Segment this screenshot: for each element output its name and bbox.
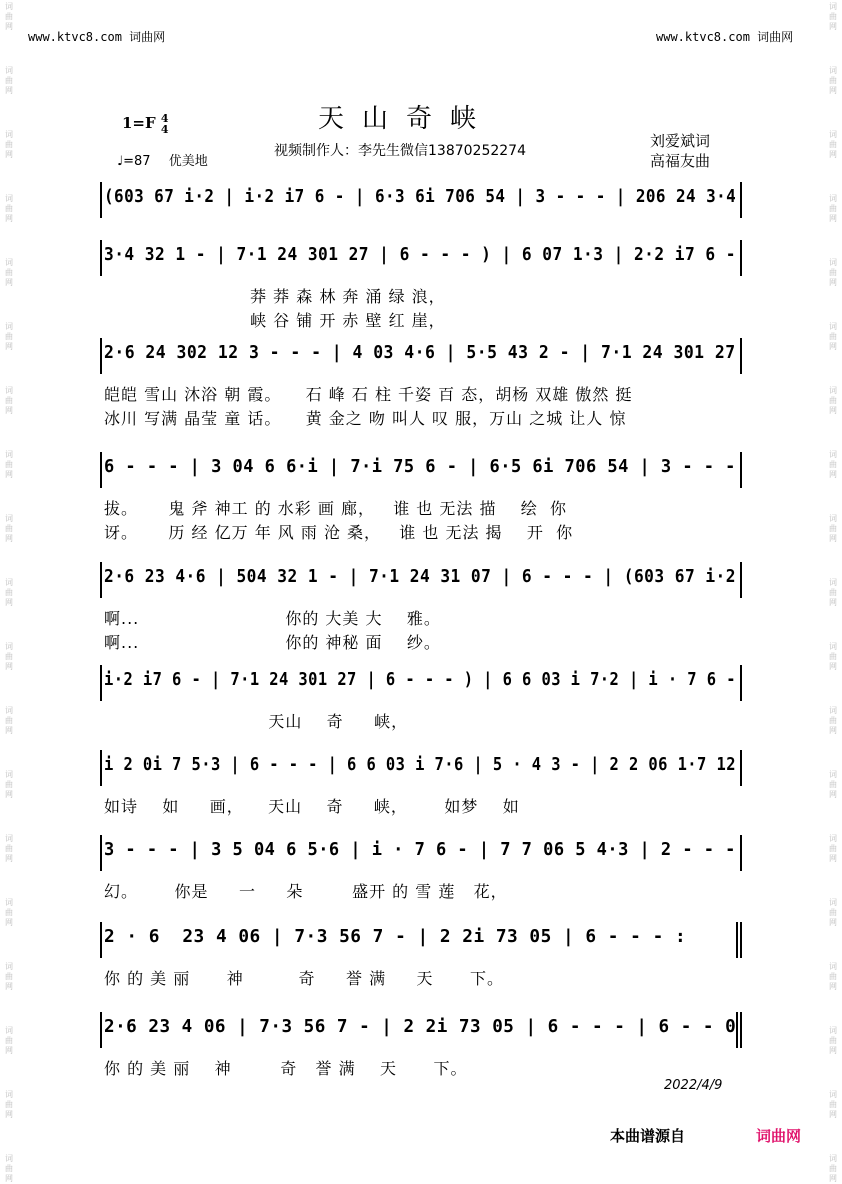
score-line: [0, 920, 842, 960]
site-url-left[interactable]: [28, 28, 165, 45]
final-barline: [736, 1012, 738, 1048]
watermark-glyph: 词: [5, 1026, 13, 1035]
watermark-glyph: 网: [5, 918, 13, 927]
site-url-right[interactable]: [656, 28, 793, 45]
watermark-glyph: 曲: [829, 588, 837, 597]
watermark-glyph: 网: [829, 790, 837, 799]
watermark-glyph: 词: [5, 258, 13, 267]
watermark-glyph: 网: [829, 662, 837, 671]
watermark-glyph: 网: [5, 982, 13, 991]
watermark-glyph: 网: [829, 278, 837, 287]
notation-text: i·2 i7 6 - | 7·1 24 301 27 | 6 - - - ) | 6 6 03 i 7·2 | i · 7 6 -: [104, 669, 736, 690]
watermark-glyph: 曲: [829, 204, 837, 213]
watermark-glyph: 曲: [5, 1100, 13, 1109]
lyric-line: 莽 莽 森 林 奔 涌 绿 浪，: [104, 287, 446, 306]
watermark-glyph: 曲: [829, 780, 837, 789]
lyric-line: 你 的 美 丽 神 奇 誉 满 天 下。: [104, 969, 505, 988]
barline: [100, 922, 102, 958]
site-name-text: 词曲网: [757, 30, 794, 44]
score-line: [0, 450, 842, 490]
watermark-glyph: 网: [5, 1110, 13, 1119]
time-bottom: 4: [160, 123, 169, 136]
watermark-glyph: 网: [5, 598, 13, 607]
watermark-glyph: 词: [5, 386, 13, 395]
watermark-glyph: 词: [829, 450, 837, 459]
watermark-glyph: 词: [5, 834, 13, 843]
watermark-glyph: 词: [5, 962, 13, 971]
lyric-line: 皑皑 雪山 沐浴 朝 霞。 石 峰 石 柱 千姿 百 态，胡杨 双雄 傲然 挺: [104, 385, 633, 404]
barline: [100, 562, 102, 598]
barline: [740, 182, 742, 218]
lyric-line: 讶。 历 经 亿万 年 风 雨 沧 桑， 谁 也 无法 揭 开 你: [104, 523, 574, 542]
source-brand-link[interactable]: 词曲网: [756, 1127, 802, 1145]
key-signature: [122, 113, 169, 135]
watermark-glyph: 词: [829, 642, 837, 651]
watermark-glyph: 词: [5, 578, 13, 587]
barline: [100, 835, 102, 871]
notation-text: 6 - - - | 3 04 6 6·i | 7·i 75 6 - | 6·5 6i 706 54 | 3 - - -: [104, 456, 736, 477]
watermark-glyph: 曲: [829, 844, 837, 853]
watermark-glyph: 网: [829, 982, 837, 991]
lyric-line: 如诗 如 画， 天山 奇 峡， 如梦 如: [104, 797, 520, 816]
watermark-glyph: 网: [5, 278, 13, 287]
watermark-glyph: 网: [5, 86, 13, 95]
song-title: 天山奇峡: [318, 104, 495, 134]
source-label: 本曲谱源自: [610, 1127, 686, 1145]
producer-credit: 视频制作人：李先生微信13870252274: [274, 143, 526, 159]
watermark-glyph: 曲: [829, 396, 837, 405]
notation-text: 3 - - - | 3 5 04 6 5·6 | i · 7 6 - | 7 7 06 5 4·3 | 2 - - -: [104, 839, 736, 860]
barline: [740, 562, 742, 598]
watermark-glyph: 网: [829, 150, 837, 159]
barline: [740, 750, 742, 786]
watermark-glyph: 曲: [5, 972, 13, 981]
barline: [740, 1012, 742, 1048]
watermark-glyph: 网: [5, 406, 13, 415]
watermark-glyph: 网: [829, 214, 837, 223]
barline: [100, 665, 102, 701]
watermark-glyph: 词: [829, 1154, 837, 1163]
watermark-glyph: 曲: [829, 716, 837, 725]
watermark-glyph: 词: [829, 258, 837, 267]
barline: [100, 750, 102, 786]
watermark-glyph: 词: [829, 962, 837, 971]
watermark-glyph: 曲: [829, 524, 837, 533]
watermark-glyph: 网: [829, 1174, 837, 1183]
composer-credit: 高福友曲: [650, 152, 711, 170]
watermark-glyph: 曲: [5, 524, 13, 533]
notation-text: i 2 0i 7 5·3 | 6 - - - | 6 6 03 i 7·6 | 5 · 4 3 - | 2 2 06 1·7 12: [104, 754, 736, 775]
watermark-glyph: 网: [5, 470, 13, 479]
date-stamp: 2022/4/9: [664, 1078, 723, 1093]
watermark-glyph: 词: [5, 706, 13, 715]
watermark-glyph: 词: [829, 1090, 837, 1099]
watermark-glyph: 网: [829, 86, 837, 95]
time-signature: [161, 113, 169, 135]
watermark-glyph: 曲: [5, 844, 13, 853]
key-text: 1=F: [122, 114, 156, 132]
watermark-glyph: 词: [829, 898, 837, 907]
watermark-glyph: 曲: [5, 76, 13, 85]
lyric-line: 你 的 美 丽 神 奇 誉 满 天 下。: [104, 1059, 468, 1078]
watermark-glyph: 曲: [5, 268, 13, 277]
watermark-glyph: 网: [5, 534, 13, 543]
watermark-glyph: 词: [829, 514, 837, 523]
watermark-glyph: 网: [5, 342, 13, 351]
watermark-glyph: 网: [829, 1110, 837, 1119]
notation-text: (603 67 i·2 | i·2 i7 6 - | 6·3 6i 706 54 | 3 - - - | 206 24 3·4: [104, 186, 737, 207]
notation-text: 2·6 23 4 06 | 7·3 56 7 - | 2 2i 73 05 | 6 - - - | 6 - - 0: [104, 1016, 737, 1037]
barline: [100, 240, 102, 276]
site-url-text: www.ktvc8.com: [656, 30, 750, 44]
watermark-glyph: 网: [5, 790, 13, 799]
watermark-glyph: 网: [5, 854, 13, 863]
watermark-glyph: 词: [5, 194, 13, 203]
barline: [100, 338, 102, 374]
score-line: [0, 180, 842, 220]
watermark-glyph: 网: [5, 726, 13, 735]
watermark-glyph: 词: [5, 2, 13, 11]
watermark-glyph: 网: [5, 1174, 13, 1183]
lyric-line: 天山 奇 峡，: [104, 712, 409, 731]
watermark-glyph: 网: [5, 1046, 13, 1055]
notation-text: 2·6 23 4·6 | 504 32 1 - | 7·1 24 31 07 | 6 - - - | (603 67 i·2: [104, 566, 736, 587]
watermark-glyph: 网: [829, 918, 837, 927]
watermark-glyph: 曲: [829, 332, 837, 341]
tempo-text: ♩=87: [117, 154, 151, 169]
barline: [740, 665, 742, 701]
lyric-line: 峡 谷 铺 开 赤 壁 红 崖，: [104, 311, 446, 330]
watermark-glyph: 曲: [5, 588, 13, 597]
watermark-glyph: 词: [5, 1154, 13, 1163]
watermark-glyph: 曲: [829, 12, 837, 21]
watermark-glyph: 网: [829, 854, 837, 863]
watermark-glyph: 词: [829, 2, 837, 11]
watermark-glyph: 曲: [5, 460, 13, 469]
watermark-glyph: 曲: [5, 716, 13, 725]
watermark-glyph: 词: [829, 578, 837, 587]
watermark-glyph: 网: [829, 342, 837, 351]
barline: [740, 240, 742, 276]
watermark-glyph: 网: [829, 470, 837, 479]
watermark-glyph: 词: [5, 642, 13, 651]
watermark-glyph: 曲: [829, 1164, 837, 1173]
watermark-glyph: 曲: [5, 204, 13, 213]
watermark-glyph: 曲: [5, 1036, 13, 1045]
watermark-glyph: 词: [829, 66, 837, 75]
watermark-glyph: 词: [5, 130, 13, 139]
watermark-glyph: 词: [829, 130, 837, 139]
watermark-glyph: 曲: [829, 972, 837, 981]
watermark-glyph: 词: [829, 322, 837, 331]
watermark-glyph: 网: [5, 150, 13, 159]
watermark-glyph: 词: [5, 450, 13, 459]
lyric-line: 啊... 你的 神秘 面 纱。: [104, 633, 441, 652]
watermark-glyph: 曲: [829, 652, 837, 661]
watermark-glyph: 网: [829, 726, 837, 735]
watermark-glyph: 曲: [5, 908, 13, 917]
watermark-glyph: 词: [829, 1026, 837, 1035]
lyric-line: 幻。 你是 一 朵 盛开 的 雪 莲 花，: [104, 882, 508, 901]
watermark-glyph: 网: [5, 214, 13, 223]
watermark-glyph: 词: [829, 386, 837, 395]
watermark-glyph: 曲: [829, 140, 837, 149]
watermark-glyph: 网: [829, 406, 837, 415]
watermark-glyph: 曲: [5, 780, 13, 789]
watermark-glyph: 曲: [5, 1164, 13, 1173]
watermark-glyph: 曲: [829, 908, 837, 917]
watermark-glyph: 词: [5, 322, 13, 331]
watermark-glyph: 曲: [829, 1100, 837, 1109]
watermark-glyph: 词: [5, 66, 13, 75]
watermark-glyph: 词: [5, 770, 13, 779]
lyric-line: 拔。 鬼 斧 神工 的 水彩 画 廊， 谁 也 无法 描 绘 你: [104, 499, 567, 518]
final-barline: [736, 922, 738, 958]
watermark-glyph: 词: [829, 834, 837, 843]
notation-text: 2 · 6 23 4 06 | 7·3 56 7 - | 2 2i 73 05 | 6 - - - :: [104, 926, 687, 947]
watermark-glyph: 词: [829, 770, 837, 779]
barline: [100, 182, 102, 218]
watermark-glyph: 曲: [829, 76, 837, 85]
watermark-glyph: 曲: [5, 140, 13, 149]
barline: [740, 835, 742, 871]
watermark-glyph: 词: [5, 514, 13, 523]
barline: [740, 338, 742, 374]
watermark-glyph: 网: [829, 1046, 837, 1055]
watermark-glyph: 网: [829, 22, 837, 31]
lyricist-credit: 刘爱斌词: [650, 132, 711, 150]
watermark-glyph: 曲: [5, 12, 13, 21]
score-line: [0, 238, 842, 278]
site-url-text: www.ktvc8.com: [28, 30, 122, 44]
score-line: [0, 833, 842, 873]
lyric-line: 冰川 写满 晶莹 童 话。 黄 金之 吻 叫人 叹 服，万山 之城 让人 惊: [104, 409, 627, 428]
site-name-text: 词曲网: [129, 30, 166, 44]
watermark-glyph: 词: [829, 194, 837, 203]
score-line: [0, 1010, 842, 1050]
lyric-line: 啊... 你的 大美 大 雅。: [104, 609, 441, 628]
watermark-glyph: 词: [829, 706, 837, 715]
watermark-glyph: 曲: [5, 332, 13, 341]
time-top: 4: [160, 112, 169, 125]
watermark-glyph: 曲: [5, 652, 13, 661]
watermark-glyph: 网: [829, 598, 837, 607]
watermark-glyph: 网: [5, 662, 13, 671]
barline: [740, 452, 742, 488]
watermark-glyph: 曲: [829, 1036, 837, 1045]
score-line: [0, 748, 842, 788]
watermark-glyph: 曲: [5, 396, 13, 405]
watermark-glyph: 曲: [829, 268, 837, 277]
tempo-marking: [117, 150, 208, 169]
score-line: [0, 336, 842, 376]
score-line: [0, 663, 842, 703]
barline: [100, 452, 102, 488]
score-line: [0, 560, 842, 600]
notation-text: 2·6 24 302 12 3 - - - | 4 03 4·6 | 5·5 43 2 - | 7·1 24 301 27: [104, 342, 736, 363]
style-text: 优美地: [168, 154, 208, 169]
watermark-glyph: 曲: [829, 460, 837, 469]
watermark-glyph: 网: [829, 534, 837, 543]
watermark-glyph: 词: [5, 1090, 13, 1099]
watermark-glyph: 网: [5, 22, 13, 31]
barline: [100, 1012, 102, 1048]
barline: [740, 922, 742, 958]
notation-text: 3·4 32 1 - | 7·1 24 301 27 | 6 - - - ) | 6 07 1·3 | 2·2 i7 6 -: [104, 244, 736, 265]
watermark-glyph: 词: [5, 898, 13, 907]
